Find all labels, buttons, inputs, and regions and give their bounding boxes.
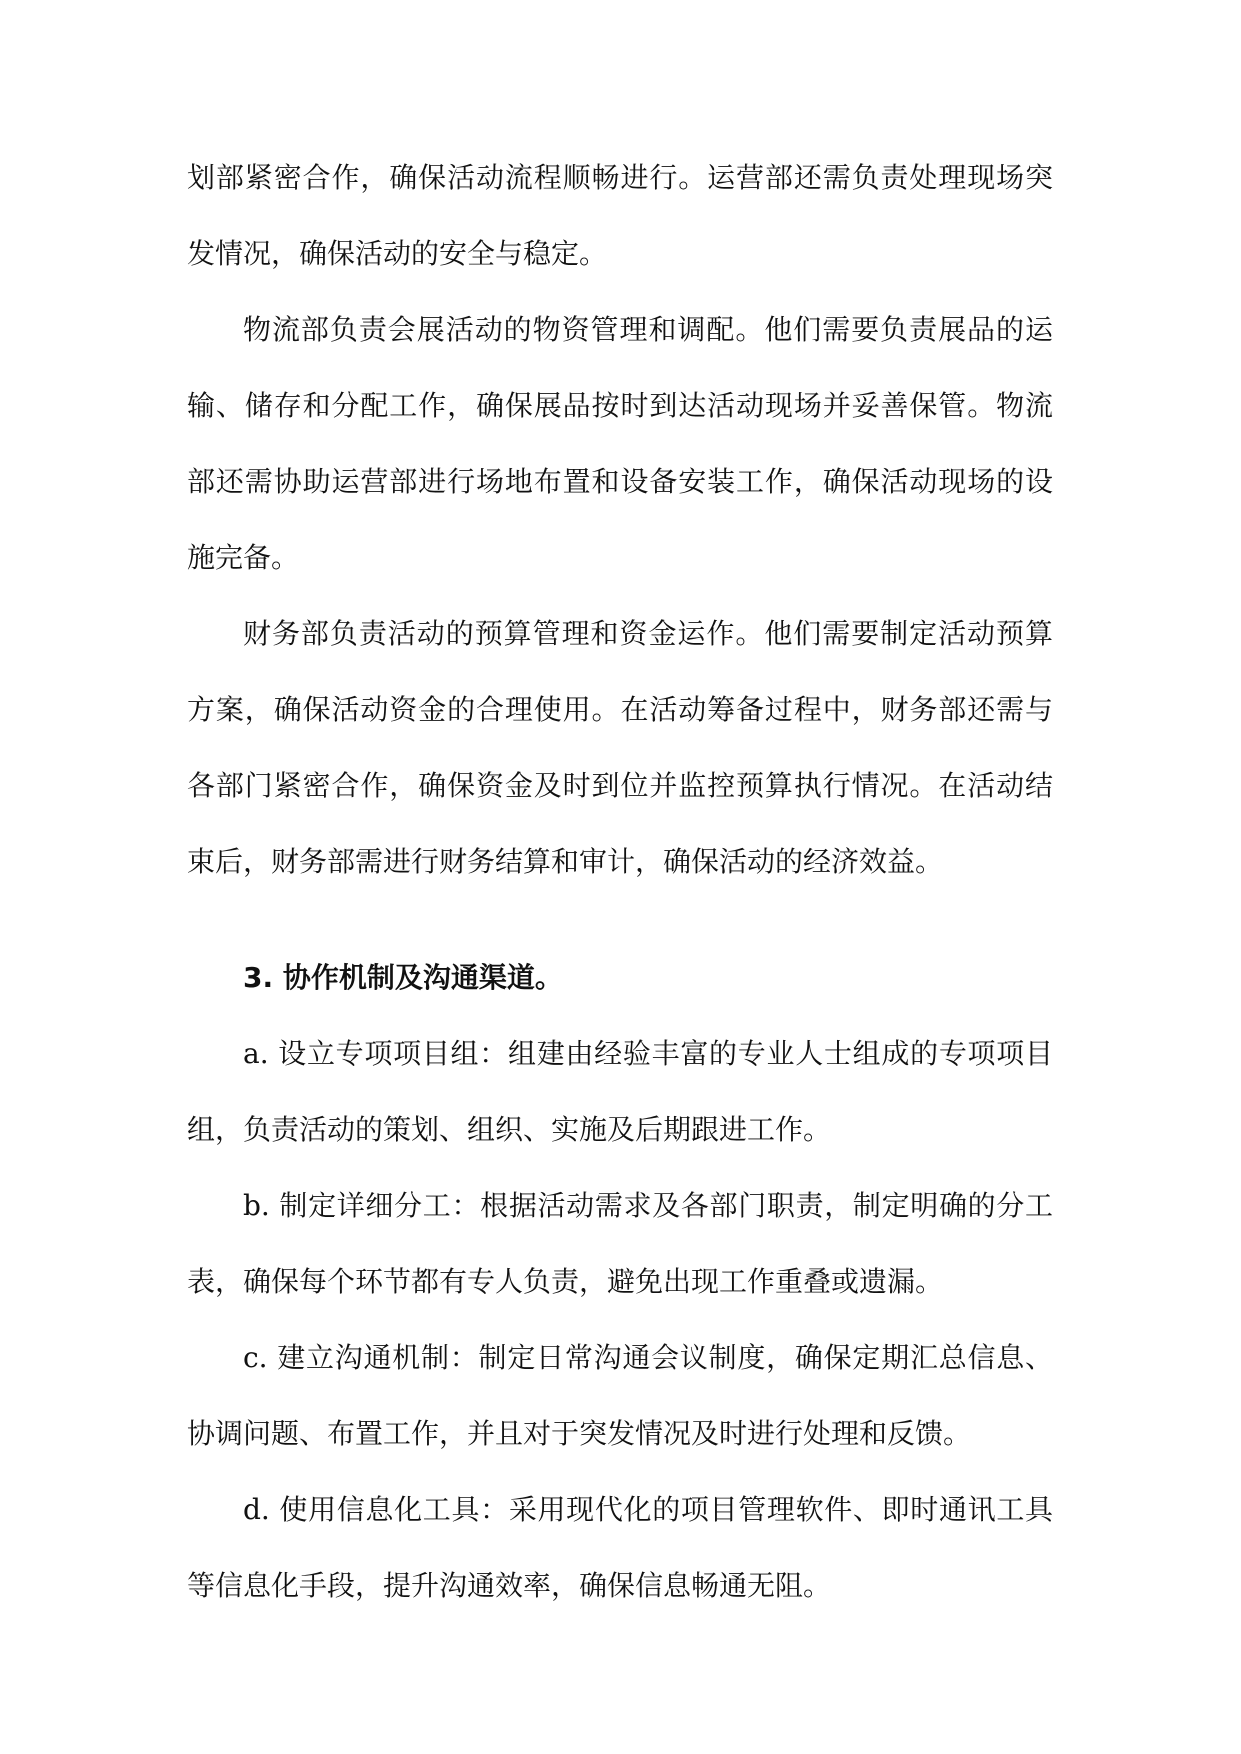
list-item: b. 制定详细分工：根据活动需求及各部门职责，制定明确的分工表，确保每个环节都有专人负责，避免出现工作重叠或遗漏。 bbox=[187, 1189, 1053, 1298]
list-item: c. 建立沟通机制：制定日常沟通会议制度，确保定期汇总信息、协调问题、布置工作，并且对于突发情况及时进行处理和反馈。 bbox=[187, 1341, 1053, 1450]
list-item: d. 使用信息化工具：采用现代化的项目管理软件、即时通讯工具等信息化手段，提升沟通效率，确保信息畅通无阻。 bbox=[187, 1493, 1053, 1602]
paragraph-logistics: 物流部负责会展活动的物资管理和调配。他们需要负责展品的运输、储存和分配工作，确保展品按时到达活动现场并妥善保管。物流部还需协助运营部进行场地布置和设备安装工作，确保活动现场的设施完备。 bbox=[187, 313, 1053, 574]
document-body bbox=[187, 140, 1053, 1624]
section-heading: 3. 协作机制及沟通渠道。 bbox=[243, 961, 563, 994]
paragraph-finance: 财务部负责活动的预算管理和资金运作。他们需要制定活动预算方案，确保活动资金的合理使用。在活动筹备过程中，财务部还需与各部门紧密合作，确保资金及时到位并监控预算执行情况。在活动结束后，财务部需进行财务结算和审计，确保活动的经济效益。 bbox=[187, 617, 1053, 878]
list-item: a. 设立专项项目组：组建由经验丰富的专业人士组成的专项项目组，负责活动的策划、组织、实施及后期跟进工作。 bbox=[187, 1037, 1053, 1146]
paragraph-continuation: 划部紧密合作，确保活动流程顺畅进行。运营部还需负责处理现场突发情况，确保活动的安全与稳定。 bbox=[187, 161, 1053, 270]
